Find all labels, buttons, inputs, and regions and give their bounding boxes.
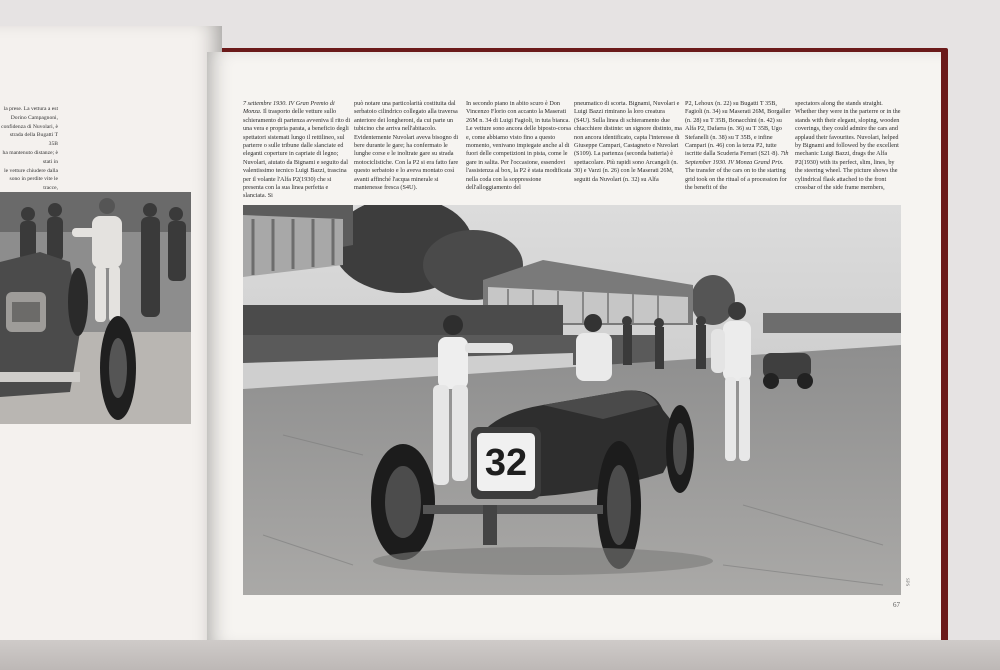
car-number: 32 [484,442,528,484]
column-5-text-en: The transfer of the cars on to the starting grid took on the ritual of a procession for the benefit of the [685,167,787,192]
race-car-photo-illustration [243,205,901,595]
text-column-6 [795,100,903,200]
photo-credit: SPS [904,578,909,587]
text-column-5 [685,100,793,200]
column-5-heading-en: 7th September 1930. IV Monza Grand Prix. [685,150,789,166]
left-page-photo [0,192,191,424]
left-page-text: la prese. La vettura a est Dorino Campagnoni, confidenza di Nuvolari, è strada della Bugatti T 35B ha mantenuto distanze; è stati in le vetture chiudere dalla sono in perdite vite le tracce, [1,106,58,192]
column-5-text: P2, Lehoux (n. 22) su Bugatti T 35B, Fagioli (n. 34) su Maserati 26M, Borgaller (n. 28) su T 35B, Bonacchini (n. 42) su Alfa P2, Dafarra (n. 36) su T 35B, Ugo Stefanelli (n. 38) su T 35B, e infine Campari (n. 46) con la terza P2, tutte iscritte dalla Scuderia Ferrari (S21·8). [685,100,791,158]
left-photo-illustration [0,192,191,424]
table-surface [0,640,1000,670]
text-column-3 [466,100,574,200]
page-number: 67 [893,601,900,609]
text-column-4 [574,100,682,200]
column-6-text: spectators along the stands straight. Whether they were in the parterre or in the stands with their elegant, sloping, wooden coverings, they could admire the cars and applaud their favourites. Nuvolari, helped by Bignami and followed by the excellent mechanic Luigi Bazzi, drags the Alfa P2(1930) with its perfect, slim, lines, by the steering wheel. The picture shows the cylindrical flask attached to the front crossbar of the side frame members, [795,100,901,192]
column-3-text: In secondo piano in abito scuro è Don Vincenzo Florio con accanto la Maserati 26M n. 34 di Luigi Fagioli, in tuta bianca. Le vetture sono ancora delle biposto-corsa e, come abbiamo visto fino a questo momento, venivano impiegate anche al di fuori delle competizioni in pista, come le gare in salita. Per l'occasione, essendovi l'assistenza al box, la P2 è stata modificata nella coda con la soppressione dell'alloggiamento del [466,100,572,192]
column-2-text: può notare una particolarità costituita dal serbatoio cilindrico collegato alla traversa anteriore dei longheroni, da cui parte un tubicino che arriva nell'abitacolo. Evidentemente Nuvolari aveva bisogno di bere durante le gare; ha confermato le lunghe corse e le inoltrate gare su strada motociclistiche. Con la P2 si era fatto fare questo serbatoio e lo aveva montato così avanti affinché l'acqua minerale si mantenesse fresca (S4U). [354,100,459,192]
text-column-2 [354,100,462,200]
text-column-1 [243,100,351,200]
column-4-text: pneumatico di scorta. Bignami, Nuvolari e Luigi Bazzi rimirano la loro creatura (S4U). Sulla linea di schieramento due chiacchiere distinte: un signore distinto, ma non ancora identificato, capta l'interesse di Giuseppe Campari, Castagneto e Nuvolari (S109). La partenza (seconda batteria) è spettacolare. Più rapidi sono Arcangeli (n. 30) e Varzi (n. 26) con le Maserati 26M, seguiti da Nuvolari (n. 32) su Alfa [574,100,682,183]
left-page [0,26,222,656]
column-1-text: Il trasporto delle vetture sullo schieramento di partenza avveniva il rito di una vera e propria parata, a beneficio degli spettatori sistemati lungo il rettilineo, sul parterre o sulle tribune dalle slanciate ed eleganti coperture in capriate di legno; Nuvolari, aiutato da Bignami e seguito dal valentissimo tecnico Luigi Bazzi, trascina per il volante l'Alfa P2(1930) che si presenta con la sua linea perfetta e slanciata. Si [243,108,351,200]
column-1-heading: 7 settembre 1930. IV Gran Premio di Monza. [243,100,335,116]
main-race-photo [243,205,901,595]
